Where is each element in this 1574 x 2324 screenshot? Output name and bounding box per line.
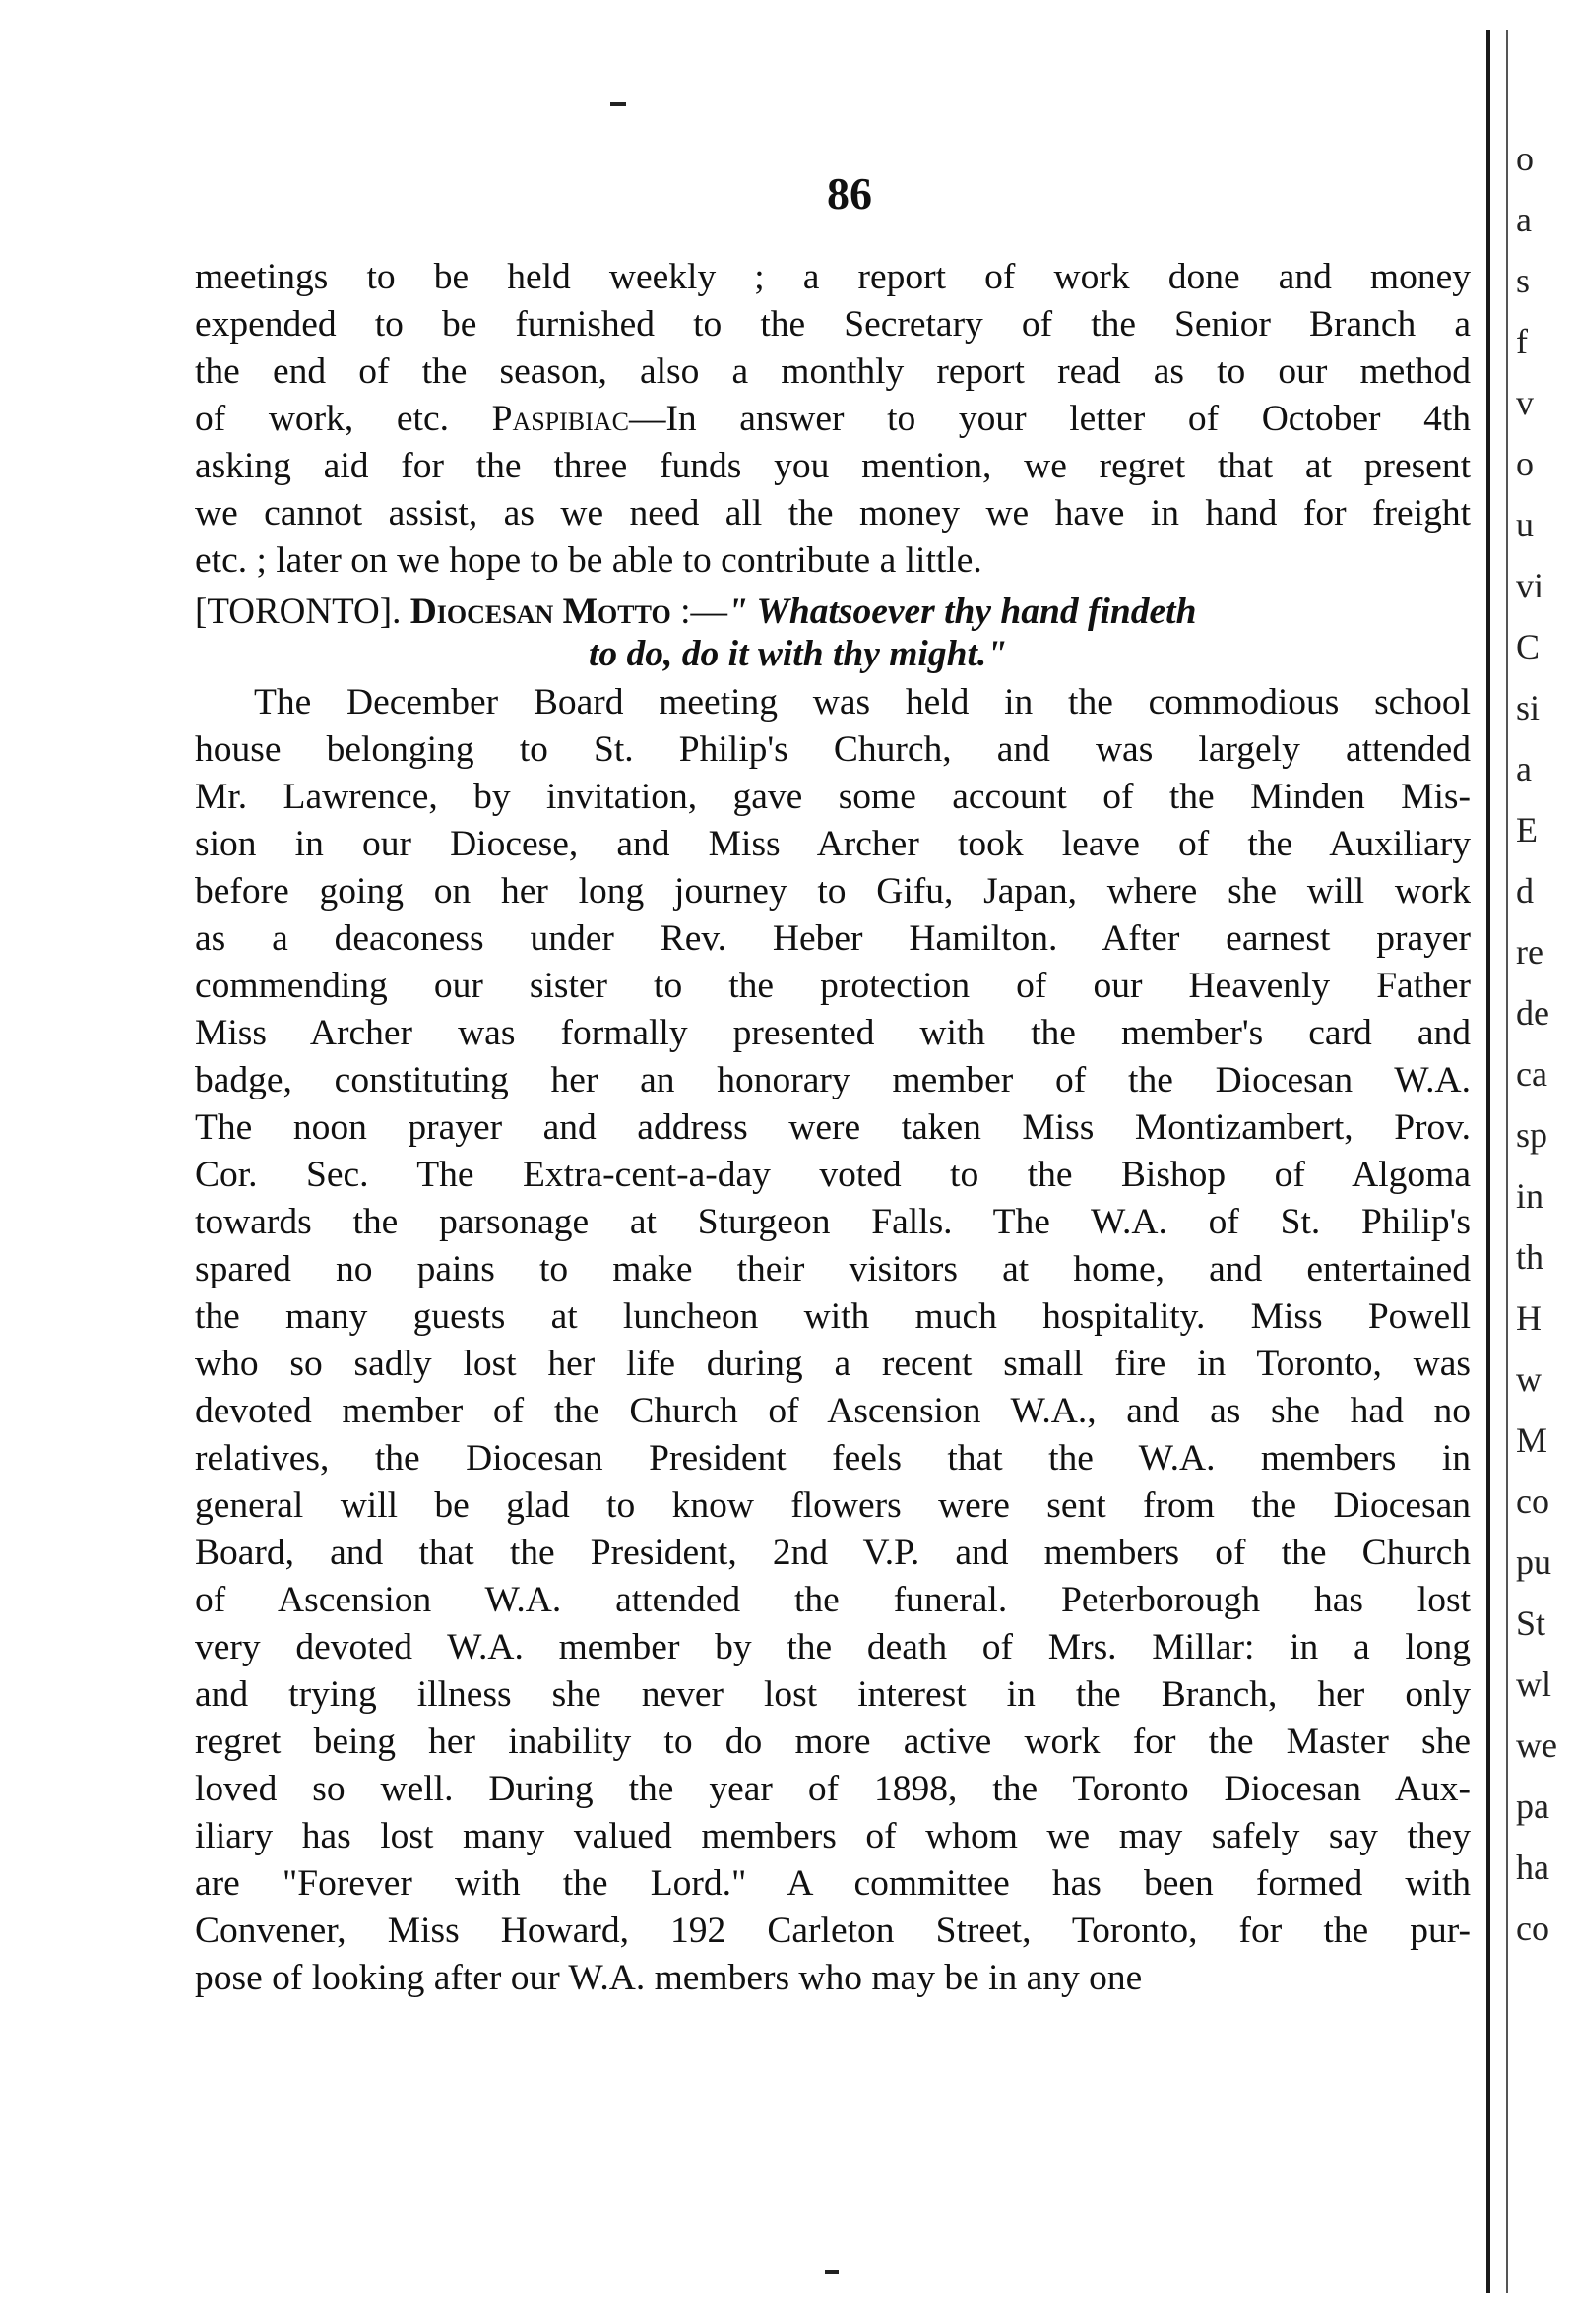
bleed-through-letter: C	[1516, 627, 1541, 666]
text-line: meetings to be held weekly ; a report of work done and money	[195, 257, 1471, 297]
text-line: asking aid for the three funds you mention, we regret that at present	[195, 446, 1471, 486]
text-line: etc. ; later on we hope to be able to contribute a little.	[195, 540, 982, 581]
text-line: are "Forever with the Lord." A committee has been formed with	[195, 1863, 1471, 1904]
diocese-heading	[195, 589, 1471, 636]
text-line: relatives, the Diocesan President feels that the W.A. members in	[195, 1438, 1471, 1478]
motto-label: Diocesan Motto	[409, 592, 671, 632]
text-line: The noon prayer and address were taken Miss Montizambert, Prov.	[195, 1107, 1471, 1148]
bleed-through-letter: St	[1516, 1603, 1546, 1643]
bleed-through-letter: si	[1516, 688, 1541, 727]
motto-text: " Whatsoever thy hand findeth	[726, 592, 1197, 632]
bleed-through-letter: d	[1516, 871, 1534, 911]
text-line: pose of looking after our W.A. members who may be in any one	[195, 1958, 1143, 1998]
bleed-through-letter: pa	[1516, 1787, 1549, 1826]
text-line: sion in our Diocese, and Miss Archer took leave of the Auxiliary	[195, 824, 1471, 864]
text-line: the end of the season, also a monthly report read as to our method	[195, 351, 1471, 392]
text-line: of Ascension W.A. attended the funeral. Peterborough has lost	[195, 1580, 1471, 1620]
text-line: we cannot assist, as we need all the money we have in hand for freight	[195, 493, 1471, 534]
bleed-through-letter: co	[1516, 1909, 1549, 1948]
text-line: spared no pains to make their visitors at home, and entertained	[195, 1249, 1471, 1289]
text-line: loved so well. During the year of 1898, the Toronto Diocesan Aux-	[195, 1769, 1471, 1809]
bleed-through-letter: ca	[1516, 1054, 1547, 1094]
diocese-name: [TORONTO].	[195, 592, 402, 632]
motto-text-continued: to do, do it with thy might."	[589, 634, 1008, 674]
motto-separator: :—	[670, 592, 727, 632]
bleed-through-letter: o	[1516, 444, 1534, 483]
text-line: Convener, Miss Howard, 192 Carleton Street, Toronto, for the pur-	[195, 1911, 1471, 1951]
bleed-through-letter: wl	[1516, 1664, 1551, 1704]
top-dash-mark	[610, 102, 626, 106]
text-line: very devoted W.A. member by the death of Mrs. Millar: in a long	[195, 1627, 1471, 1667]
text-line: house belonging to St. Philip's Church, and was largely attended	[195, 729, 1471, 770]
bleed-through-letter: th	[1516, 1237, 1544, 1277]
bleed-through-letter: a	[1516, 200, 1532, 239]
text-line: commending our sister to the protection of our Heavenly Father	[195, 966, 1471, 1006]
bleed-through-letter: s	[1516, 261, 1531, 300]
text-line: and trying illness she never lost interest in the Branch, her only	[195, 1674, 1471, 1715]
text-fragment: of work, etc.	[195, 399, 449, 439]
text-line: before going on her long journey to Gifu, Japan, where she will work	[195, 871, 1471, 911]
text-line: who so sadly lost her life during a recent small fire in Toronto, was	[195, 1344, 1471, 1384]
bleed-through-letter: pu	[1516, 1542, 1551, 1582]
text-line: the many guests at luncheon with much hospitality. Miss Powell	[195, 1296, 1471, 1337]
bottom-dash-mark	[825, 2270, 839, 2274]
bleed-through-letter: re	[1516, 932, 1543, 972]
bleed-through-letter: M	[1516, 1420, 1548, 1460]
text-line: as a deaconess under Rev. Heber Hamilton. After earnest prayer	[195, 918, 1471, 959]
text-line: regret being her inability to do more active work for the Master she	[195, 1722, 1471, 1762]
text-line: The December Board meeting was held in the commodious school	[254, 682, 1471, 722]
text-line: devoted member of the Church of Ascension W.A., and as she had no	[195, 1391, 1471, 1431]
text-line: expended to be furnished to the Secretary of the Senior Branch a	[195, 304, 1471, 345]
bleed-through-letter: v	[1516, 383, 1534, 422]
binding-edge	[1486, 30, 1490, 2293]
text-line-paspebiac	[195, 396, 1471, 443]
bleed-through-letter: a	[1516, 749, 1532, 788]
bleed-through-letter: de	[1516, 993, 1549, 1033]
text-line: Cor. Sec. The Extra-cent-a-day voted to the Bishop of Algoma	[195, 1155, 1471, 1195]
text-line: badge, constituting her an honorary member of the Diocesan W.A.	[195, 1060, 1471, 1100]
bleed-through-letter: H	[1516, 1298, 1542, 1338]
bleed-through-letter: in	[1516, 1176, 1544, 1216]
bleed-through-letter: w	[1516, 1359, 1542, 1399]
text-line: iliary has lost many valued members of whom we may safely say they	[195, 1816, 1471, 1856]
text-line: towards the parsonage at Sturgeon Falls. The W.A. of St. Philip's	[195, 1202, 1471, 1242]
bleed-through-letter: vi	[1516, 566, 1544, 605]
bleed-through-letter: co	[1516, 1481, 1549, 1521]
text-fragment: —In answer to your letter of October 4th	[628, 399, 1471, 439]
text-line: general will be glad to know flowers were sent from the Diocesan	[195, 1485, 1471, 1526]
bleed-through-letter: sp	[1516, 1115, 1548, 1155]
bleed-through-letter: u	[1516, 505, 1534, 544]
bleed-through-letter: ha	[1516, 1848, 1549, 1887]
bleed-through-letter: f	[1516, 322, 1528, 361]
page-number: 86	[827, 168, 872, 219]
text-line: Board, and that the President, 2nd V.P. and members of the Church	[195, 1533, 1471, 1573]
text-line: Miss Archer was formally presented with the member's card and	[195, 1013, 1471, 1053]
bleed-through-letter: E	[1516, 810, 1538, 849]
bleed-through-letter: o	[1516, 139, 1534, 178]
place-name-paspebiac: Paspibiac	[491, 399, 629, 439]
text-line: Mr. Lawrence, by invitation, gave some account of the Minden Mis-	[195, 777, 1471, 817]
bleed-through-letter: we	[1516, 1726, 1557, 1765]
binding-edge-inner	[1506, 30, 1508, 2293]
